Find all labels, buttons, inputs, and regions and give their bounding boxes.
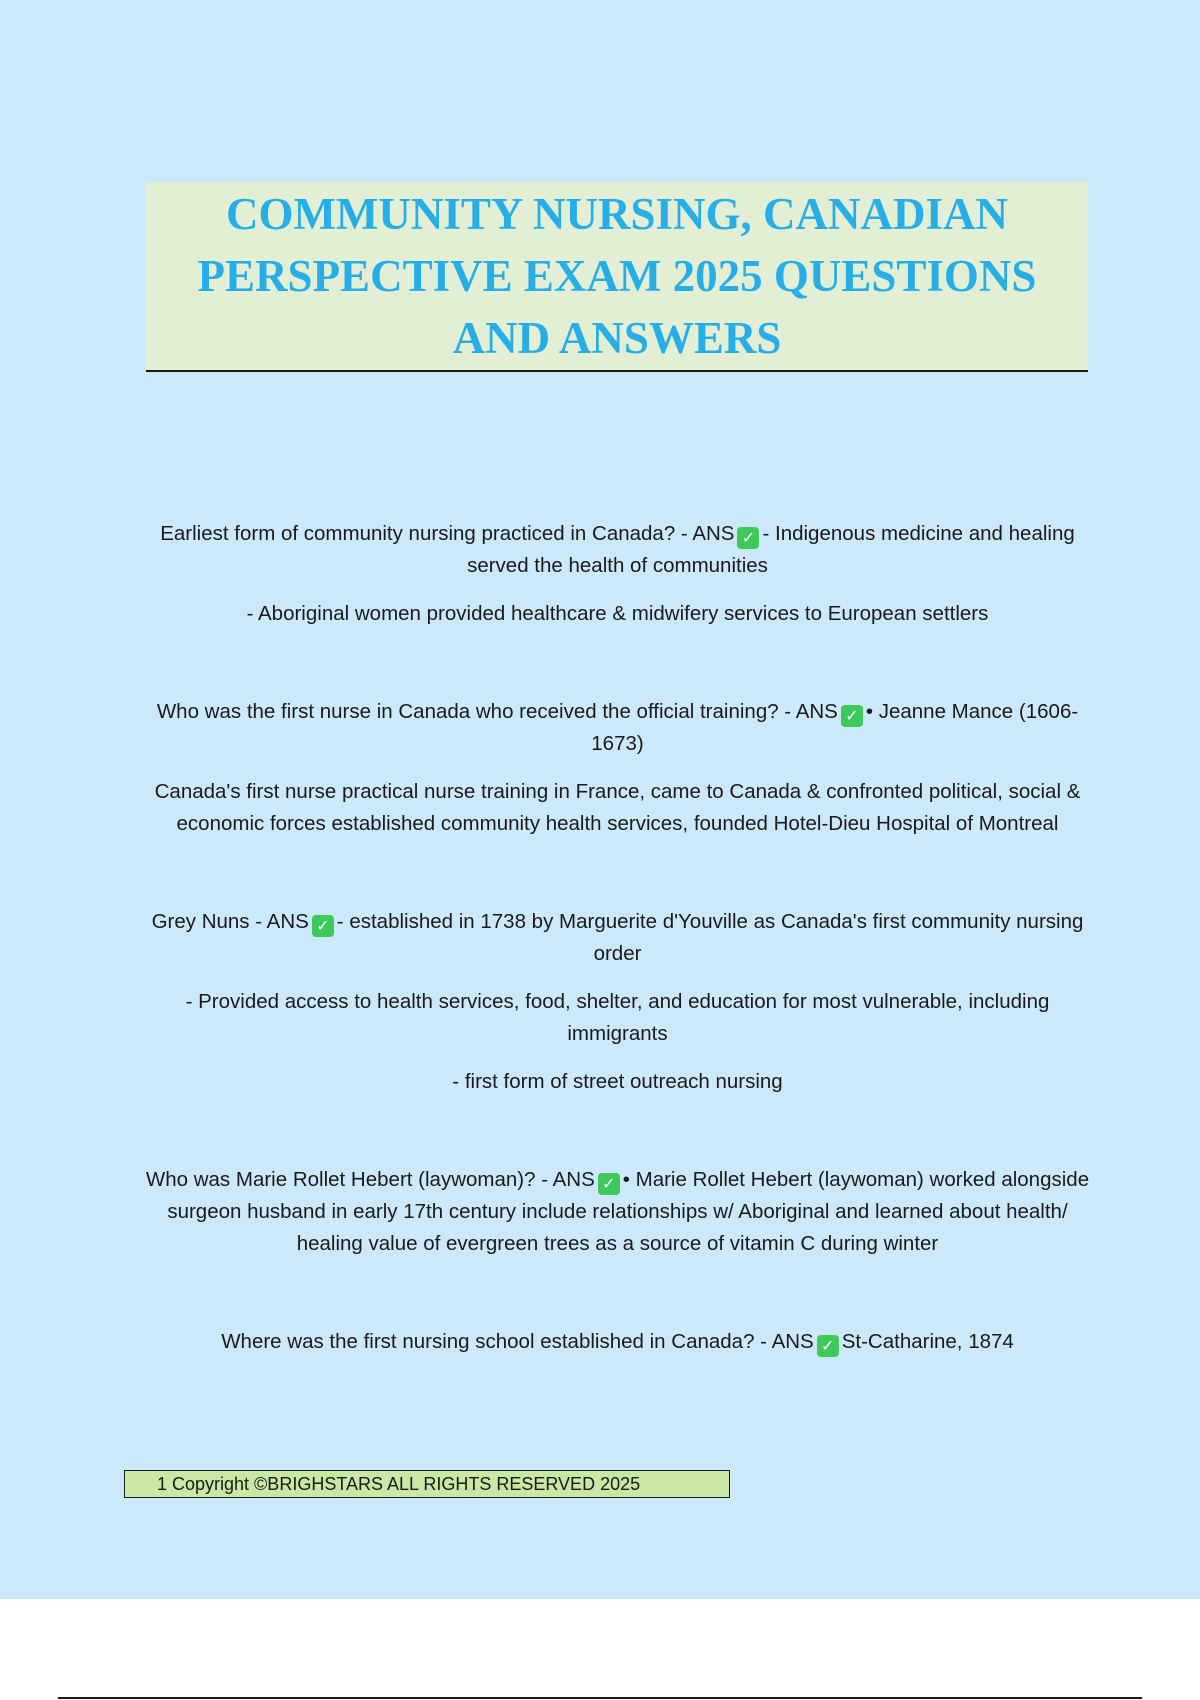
qa-item <box>140 906 1095 1098</box>
qa-item <box>140 696 1095 840</box>
title-line-3: AND ANSWERS <box>452 313 782 363</box>
qa-question-line <box>140 1326 1095 1358</box>
answer-extra: Canada's first nurse practical nurse training in France, came to Canada & confronted political, social & economic forces established community health services, founded Hotel-Dieu Hospital of Montreal <box>154 780 1081 835</box>
qa-item <box>140 1164 1095 1260</box>
page-divider <box>58 1697 1142 1699</box>
question-text: Grey Nuns - ANS <box>151 910 309 933</box>
answer-text: St-Catharine, 1874 <box>841 1330 1014 1353</box>
answer-text: - Indigenous medicine and healing served the health of communities <box>467 522 1075 577</box>
question-text: Where was the first nursing school established in Canada? - ANS <box>221 1330 814 1353</box>
answer-extra: - first form of street outreach nursing <box>452 1070 783 1093</box>
answer-text: • Jeanne Mance (1606-1673) <box>591 700 1079 755</box>
title-line-2: PERSPECTIVE EXAM 2025 QUESTIONS <box>197 251 1037 301</box>
check-mark-icon: ✓ <box>312 915 334 937</box>
qa-item <box>140 518 1095 630</box>
title-banner <box>146 182 1088 372</box>
qa-question-line <box>140 906 1095 970</box>
check-mark-icon: ✓ <box>841 705 863 727</box>
answer-text: • Marie Rollet Hebert (laywoman) worked alongside surgeon husband in early 17th century include relationships w/ Aboriginal and learned about health/ healing value of evergreen trees as a source of vitamin C during winter <box>167 1168 1090 1255</box>
check-mark-icon: ✓ <box>737 527 759 549</box>
answer-extra: - Aboriginal women provided healthcare & midwifery services to European settlers <box>246 602 989 625</box>
title-line-1: COMMUNITY NURSING, CANADIAN <box>225 189 1009 239</box>
copyright-footer: 1 Copyright ©BRIGHSTARS ALL RIGHTS RESERVED 2025 <box>124 1470 730 1498</box>
question-text: Earliest form of community nursing practiced in Canada? - ANS <box>160 522 735 545</box>
question-text: Who was Marie Rollet Hebert (laywoman)? - ANS <box>145 1168 595 1191</box>
answer-extra: - Provided access to health services, food, shelter, and education for most vulnerable, including immigrants <box>185 990 1050 1045</box>
qa-question-line <box>140 1164 1095 1260</box>
check-mark-icon: ✓ <box>817 1335 839 1357</box>
qa-question-line <box>140 518 1095 582</box>
answer-text: - established in 1738 by Marguerite d'Youville as Canada's first community nursing order <box>336 910 1084 965</box>
question-text: Who was the first nurse in Canada who received the official training? - ANS <box>156 700 838 723</box>
qa-item <box>140 1326 1095 1358</box>
check-mark-icon: ✓ <box>598 1173 620 1195</box>
qa-list <box>140 518 1095 1424</box>
qa-question-line <box>140 696 1095 760</box>
